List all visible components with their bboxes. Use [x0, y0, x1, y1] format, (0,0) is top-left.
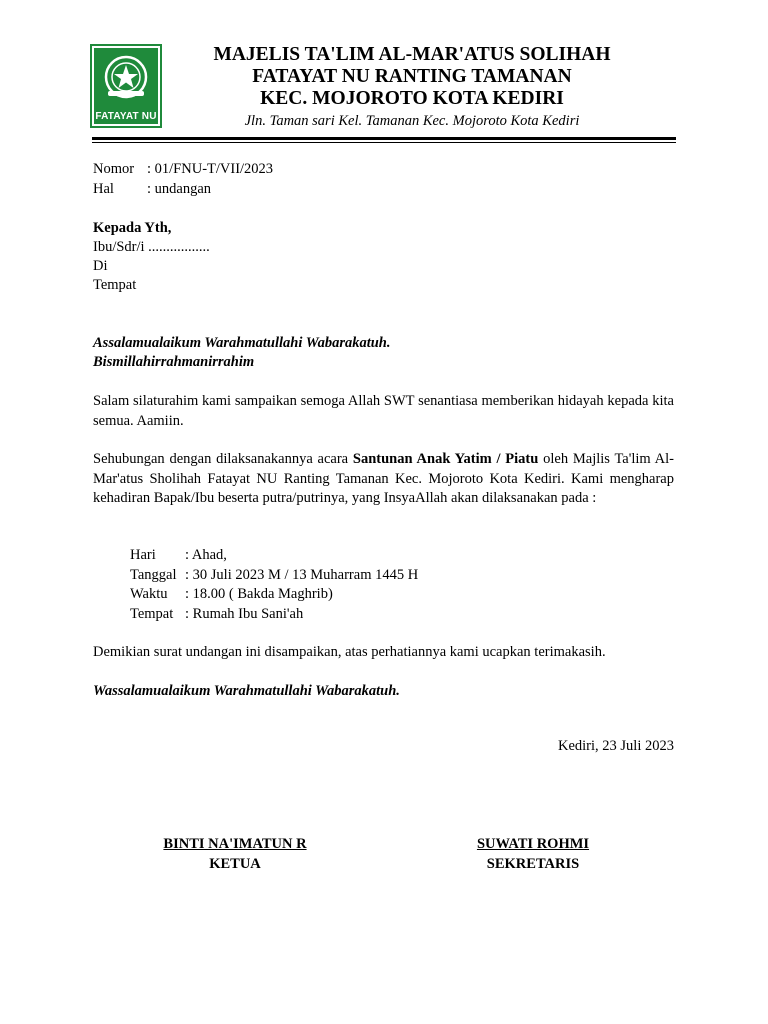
letterhead-rule-thick [92, 137, 676, 140]
p2-before: Sehubungan dengan dilaksanakannya acara [93, 451, 353, 467]
p2-after: oleh Majlis Ta'lim Al-Mar'atus Sholihah Fatayat NU Ranting Tamanan Kec. Mojoroto Kota Kediri. Kami mengharap kehadiran Bapak/Ibu beserta putra/putrinya, yang InsyaAllah akan dilaksanakan pada : [93, 451, 674, 506]
fatayat-nu-emblem-icon [100, 51, 152, 103]
detail-row-tempat [130, 605, 303, 625]
closing-salam: Wassalamualaikum Warahmatullahi Wabarakatuh. [93, 683, 400, 699]
signer-title: KETUA [209, 856, 261, 872]
detail-label: Tempat [130, 606, 174, 622]
org-address: Jln. Taman sari Kel. Tamanan Kec. Mojoroto Kota Kediri [244, 113, 580, 129]
signer-title: SEKRETARIS [486, 856, 580, 872]
org-name-line3: KEC. MOJOROTO KOTA KEDIRI [260, 88, 564, 109]
detail-row-tanggal [130, 566, 418, 586]
letter-number [93, 160, 273, 180]
body-paragraph-2 [93, 450, 674, 509]
hal-label: Hal [93, 181, 114, 197]
detail-row-waktu [130, 585, 333, 605]
fatayat-nu-logo [90, 44, 162, 128]
letter-subject [93, 180, 211, 200]
detail-value: : Rumah Ibu Sani'ah [185, 606, 304, 622]
org-name-line1: MAJELIS TA'LIM AL-MAR'ATUS SOLIHAH [213, 44, 611, 65]
nomor-label: Nomor [93, 161, 135, 177]
detail-value: : Ahad, [185, 547, 227, 563]
logo-text: FATAYAT NU [95, 111, 157, 122]
signature-ketua [135, 834, 335, 874]
detail-value: : 18.00 ( Bakda Maghrib) [185, 586, 333, 602]
detail-label: Waktu [130, 586, 168, 602]
opening-salam: Assalamualaikum Warahmatullahi Wabarakatuh. [93, 335, 391, 351]
recipient-place: Tempat [93, 277, 137, 293]
signer-name: BINTI NA'IMATUN R [163, 836, 307, 852]
detail-row-hari [130, 546, 227, 566]
detail-label: Hari [130, 547, 156, 563]
recipient-name: Ibu/Sdr/i ................. [93, 239, 210, 255]
opening-basmalah: Bismillahirrahmanirrahim [93, 354, 255, 370]
signature-sekretaris [433, 834, 633, 874]
event-name: Santunan Anak Yatim / Piatu [352, 451, 539, 467]
org-name-line2: FATAYAT NU RANTING TAMANAN [252, 66, 572, 87]
hal-value: : undangan [147, 181, 212, 197]
detail-value: : 30 Juli 2023 M / 13 Muharram 1445 H [185, 567, 419, 583]
recipient-greeting: Kepada Yth, [93, 220, 172, 236]
signer-name: SUWATI ROHMI [476, 836, 590, 852]
closing-text: Demikian surat undangan ini disampaikan, atas perhatiannya kami ucapkan terimakasih. [93, 644, 606, 660]
body-paragraph-1: Salam silaturahim kami sampaikan semoga Allah SWT senantiasa memberikan hidayah kepada kita semua. Aamiin. [93, 393, 674, 429]
nomor-value: : 01/FNU-T/VII/2023 [147, 161, 274, 177]
detail-label: Tanggal [130, 567, 177, 583]
letterhead [160, 44, 664, 131]
letterhead-rule-thin [92, 142, 676, 143]
date-place: Kediri, 23 Juli 2023 [558, 738, 674, 754]
recipient-di: Di [93, 258, 108, 274]
